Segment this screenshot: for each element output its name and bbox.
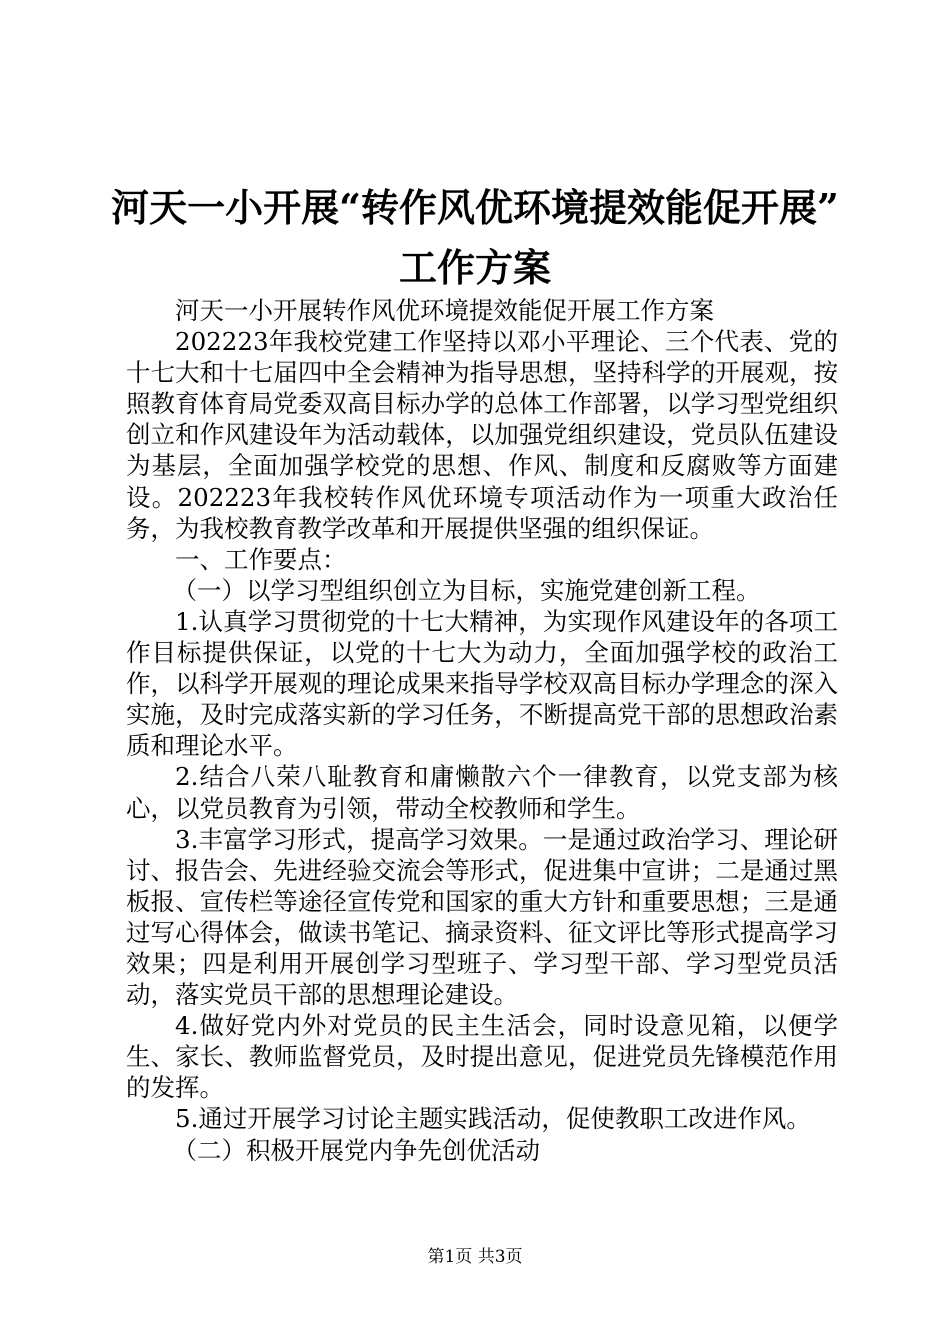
subsection-heading-2: （二）积极开展党内争先创优活动 — [172, 1135, 541, 1165]
paragraph-item-4: 4.做好党内外对党员的民主生活会，同时设意见箱，以便学生、家长、教师监督党员，及时提出意见，促进党员先锋模范作用的发挥。 — [126, 1011, 838, 1103]
paragraph-subtitle: 河天一小开展转作风优环境提效能促开展工作方案 — [175, 296, 714, 325]
paragraph-item-5: 5.通过开展学习讨论主题实践活动，促使教职工改进作风。 — [175, 1104, 811, 1134]
subsection-heading-1: （一）以学习型组织创立为目标，实施党建创新工程。 — [172, 575, 761, 605]
document-title-line-2: 工作方案 — [398, 245, 551, 290]
page-footer: 第1页 共3页 — [427, 1247, 523, 1267]
paragraph-intro: 202223年我校党建工作坚持以邓小平理论、三个代表、党的十七大和十七届四中全会精神为指导思想，坚持科学的开展观，按照教育体育局党委双高目标办学的总体工作部署，以学习型党组织创立和作风建设年为活动载体，以加强党组织建设，党员队伍建设为基层，全面加强学校党的思想、作风、制度和反腐败等方面建设。202223年我校转作风优环境专项活动作为一项重大政治任务，为我校教育教学改革和开展提供坚强的组织保证。 — [126, 327, 838, 543]
document-title-line-1: 河天一小开展“转作风优环境提效能促开展” — [111, 185, 839, 230]
paragraph-item-2: 2.结合八荣八耻教育和庸懒散六个一律教育，以党支部为核心，以党员教育为引领，带动全校教师和学生。 — [126, 762, 838, 823]
document-body — [126, 295, 838, 1166]
paragraph-item-1: 1.认真学习贯彻党的十七大精神，为实现作风建设年的各项工作目标提供保证，以党的十七大为动力，全面加强学校的政治工作，以科学开展观的理论成果来指导学校双高目标办学理念的深入实施，及时完成落实新的学习任务，不断提高党干部的思想政治素质和理论水平。 — [126, 606, 838, 761]
paragraph-item-3: 3.丰富学习形式，提高学习效果。一是通过政治学习、理论研讨、报告会、先进经验交流会等形式，促进集中宣讲；二是通过黑板报、宣传栏等途径宣传党和国家的重大方针和重要思想；三是通过写心得体会，做读书笔记、摘录资料、征文评比等形式提高学习效果；四是利用开展创学习型班子、学习型干部、学习型党员活动，落实党员干部的思想理论建设。 — [126, 824, 838, 1010]
section-heading-work-points: 一、工作要点： — [175, 544, 347, 574]
